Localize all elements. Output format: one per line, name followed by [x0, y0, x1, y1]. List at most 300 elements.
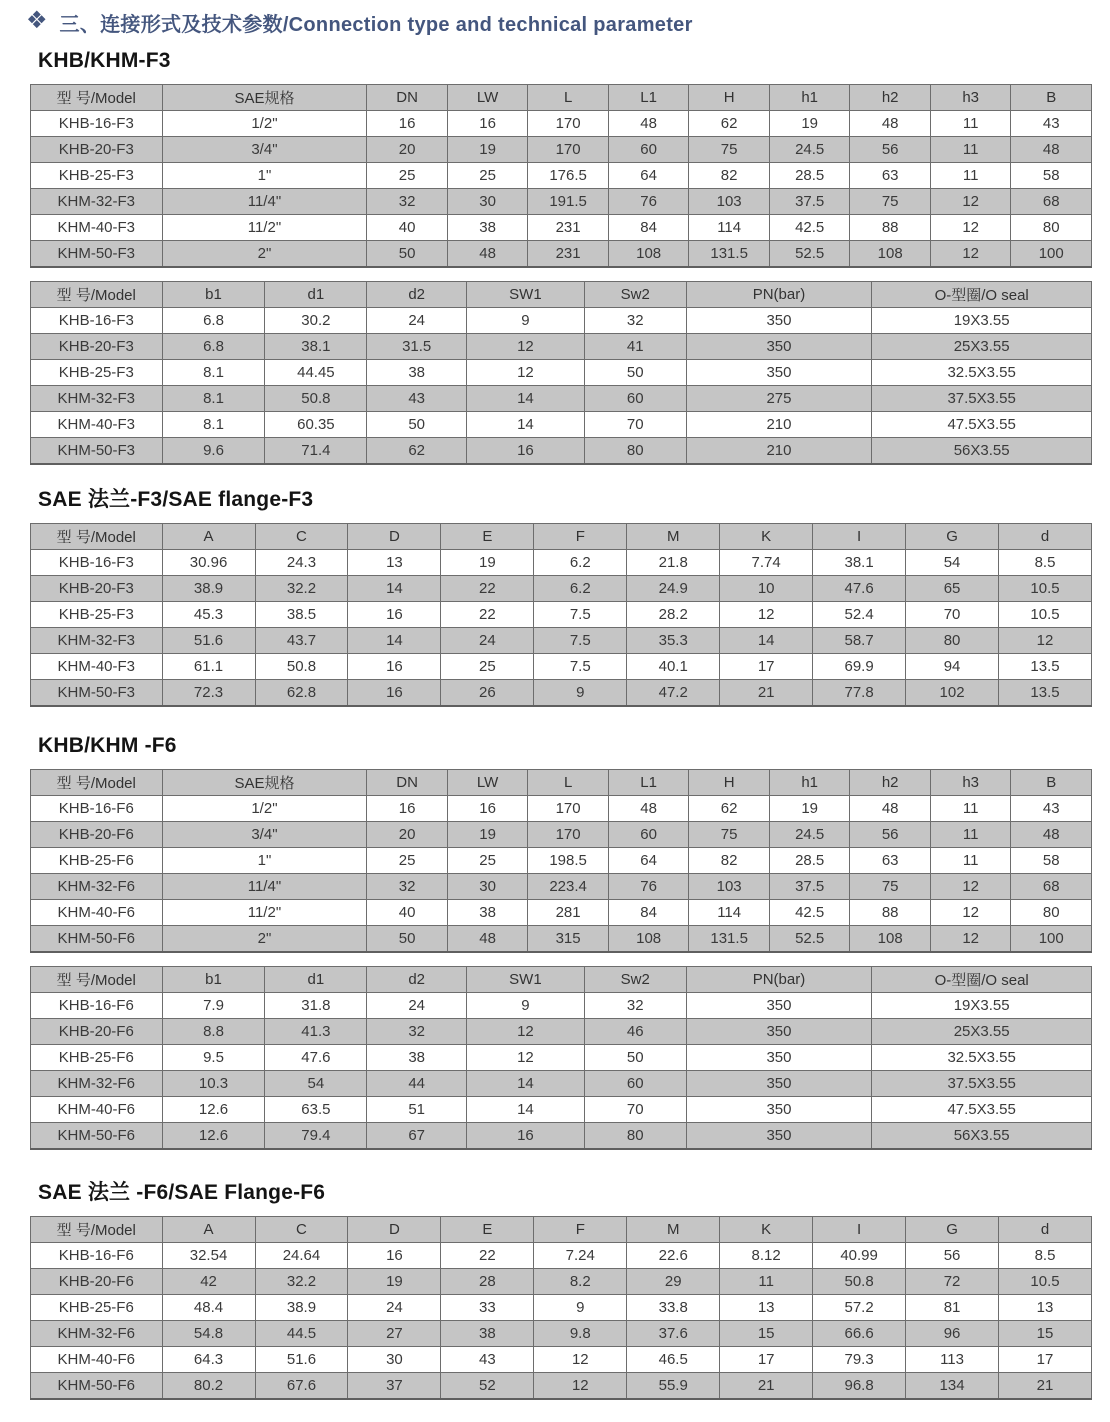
column-header: H — [689, 770, 770, 796]
value-cell: 52.4 — [813, 602, 906, 628]
table-row — [31, 576, 1092, 602]
value-cell: 70 — [584, 1097, 686, 1123]
table-row — [31, 1097, 1092, 1123]
value-cell: 37.6 — [627, 1321, 720, 1347]
column-header: h3 — [930, 770, 1011, 796]
parameter-table — [30, 523, 1092, 707]
model-cell: KHB-25-F6 — [31, 848, 163, 874]
value-cell: 79.3 — [813, 1347, 906, 1373]
column-header: h3 — [930, 85, 1011, 111]
value-cell: 37.5 — [769, 874, 850, 900]
value-cell: 6.8 — [162, 334, 265, 360]
value-cell: 24.3 — [255, 550, 348, 576]
value-cell: 40.1 — [627, 654, 720, 680]
value-cell: 72 — [906, 1269, 999, 1295]
model-cell: KHM-32-F6 — [31, 1321, 163, 1347]
value-cell: 10.3 — [162, 1071, 265, 1097]
value-cell: 81 — [906, 1295, 999, 1321]
value-cell: 25 — [367, 848, 448, 874]
column-header: A — [162, 1217, 255, 1243]
value-cell: 50 — [367, 926, 448, 953]
column-header: L1 — [608, 770, 689, 796]
value-cell: 88 — [850, 900, 931, 926]
value-cell: 32 — [584, 308, 686, 334]
value-cell: 75 — [689, 822, 770, 848]
value-cell: 48 — [1011, 822, 1092, 848]
table-row — [31, 1347, 1092, 1373]
value-cell: 12 — [467, 1019, 585, 1045]
value-cell: 28 — [441, 1269, 534, 1295]
value-cell: 281 — [528, 900, 609, 926]
table-row — [31, 163, 1092, 189]
value-cell: 47.5X3.55 — [872, 412, 1092, 438]
header-row — [31, 1217, 1092, 1243]
value-cell: 10.5 — [999, 602, 1092, 628]
value-cell: 19 — [769, 796, 850, 822]
value-cell: 40 — [367, 900, 448, 926]
value-cell: 48 — [1011, 137, 1092, 163]
value-cell: 21 — [999, 1373, 1092, 1400]
value-cell: 37.5X3.55 — [872, 1071, 1092, 1097]
value-cell: 88 — [850, 215, 931, 241]
table-row — [31, 796, 1092, 822]
column-header: PN(bar) — [686, 282, 872, 308]
column-header: LW — [447, 770, 528, 796]
value-cell: 19 — [769, 111, 850, 137]
value-cell: 64.3 — [162, 1347, 255, 1373]
table-row — [31, 1295, 1092, 1321]
value-cell: 25 — [447, 848, 528, 874]
value-cell: 44 — [367, 1071, 467, 1097]
column-header: SAE规格 — [162, 770, 367, 796]
value-cell: 231 — [528, 241, 609, 268]
model-cell: KHM-50-F6 — [31, 1123, 163, 1150]
model-cell: KHM-32-F6 — [31, 1071, 163, 1097]
value-cell: 16 — [348, 602, 441, 628]
value-cell: 37.5X3.55 — [872, 386, 1092, 412]
model-cell: KHM-40-F6 — [31, 1347, 163, 1373]
value-cell: 64 — [608, 848, 689, 874]
value-cell: 24.64 — [255, 1243, 348, 1269]
table-row — [31, 334, 1092, 360]
column-header: d2 — [367, 282, 467, 308]
value-cell: 44.5 — [255, 1321, 348, 1347]
value-cell: 350 — [686, 308, 872, 334]
column-header: M — [627, 1217, 720, 1243]
value-cell: 19 — [348, 1269, 441, 1295]
value-cell: 12 — [930, 874, 1011, 900]
table-row — [31, 189, 1092, 215]
value-cell: 8.1 — [162, 360, 265, 386]
header-row — [31, 282, 1092, 308]
value-cell: 77.8 — [813, 680, 906, 707]
value-cell: 176.5 — [528, 163, 609, 189]
model-cell: KHB-25-F6 — [31, 1045, 163, 1071]
value-cell: 16 — [367, 111, 448, 137]
value-cell: 24 — [441, 628, 534, 654]
table-row — [31, 822, 1092, 848]
value-cell: 47.6 — [813, 576, 906, 602]
value-cell: 76 — [608, 189, 689, 215]
value-cell: 11 — [720, 1269, 813, 1295]
value-cell: 66.6 — [813, 1321, 906, 1347]
value-cell: 75 — [850, 189, 931, 215]
model-cell: KHB-25-F3 — [31, 163, 163, 189]
value-cell: 15 — [999, 1321, 1092, 1347]
value-cell: 108 — [850, 926, 931, 953]
value-cell: 37.5 — [769, 189, 850, 215]
value-cell: 22 — [441, 602, 534, 628]
value-cell: 28.5 — [769, 848, 850, 874]
value-cell: 33 — [441, 1295, 534, 1321]
value-cell: 350 — [686, 1123, 872, 1150]
document-title-row — [14, 6, 1094, 38]
model-cell: KHM-50-F6 — [31, 1373, 163, 1400]
header-row — [31, 967, 1092, 993]
value-cell: 56X3.55 — [872, 438, 1092, 465]
value-cell: 25 — [441, 654, 534, 680]
column-header: b1 — [162, 282, 265, 308]
column-header: 型 号/Model — [31, 524, 163, 550]
value-cell: 38 — [367, 1045, 467, 1071]
header-row — [31, 524, 1092, 550]
table-row — [31, 1373, 1092, 1400]
value-cell: 65 — [906, 576, 999, 602]
value-cell: 11/2" — [162, 900, 367, 926]
value-cell: 16 — [467, 438, 585, 465]
parameter-table — [30, 1216, 1092, 1400]
value-cell: 43 — [367, 386, 467, 412]
value-cell: 11 — [930, 163, 1011, 189]
value-cell: 13 — [720, 1295, 813, 1321]
value-cell: 48 — [447, 926, 528, 953]
value-cell: 32.5X3.55 — [872, 360, 1092, 386]
value-cell: 42.5 — [769, 215, 850, 241]
value-cell: 21.8 — [627, 550, 720, 576]
table-row — [31, 848, 1092, 874]
four-diamond-icon: ❖ — [26, 7, 48, 34]
value-cell: 70 — [584, 412, 686, 438]
value-cell: 80 — [584, 1123, 686, 1150]
value-cell: 41.3 — [265, 1019, 367, 1045]
column-header: SW1 — [467, 967, 585, 993]
value-cell: 63 — [850, 163, 931, 189]
column-header: M — [627, 524, 720, 550]
value-cell: 60 — [608, 137, 689, 163]
value-cell: 14 — [720, 628, 813, 654]
value-cell: 7.5 — [534, 602, 627, 628]
model-cell: KHM-50-F3 — [31, 241, 163, 268]
value-cell: 12 — [930, 241, 1011, 268]
table-row — [31, 215, 1092, 241]
column-header: Sw2 — [584, 967, 686, 993]
value-cell: 12 — [720, 602, 813, 628]
value-cell: 10 — [720, 576, 813, 602]
value-cell: 170 — [528, 796, 609, 822]
value-cell: 7.74 — [720, 550, 813, 576]
model-cell: KHM-32-F3 — [31, 386, 163, 412]
value-cell: 114 — [689, 215, 770, 241]
value-cell: 28.5 — [769, 163, 850, 189]
value-cell: 54 — [265, 1071, 367, 1097]
value-cell: 58 — [1011, 848, 1092, 874]
value-cell: 47.2 — [627, 680, 720, 707]
value-cell: 14 — [467, 386, 585, 412]
value-cell: 25 — [447, 163, 528, 189]
column-header: h2 — [850, 85, 931, 111]
column-header: L1 — [608, 85, 689, 111]
value-cell: 30.96 — [162, 550, 255, 576]
table-row — [31, 993, 1092, 1019]
value-cell: 6.2 — [534, 576, 627, 602]
value-cell: 9 — [467, 993, 585, 1019]
value-cell: 1/2" — [162, 111, 367, 137]
value-cell: 32.5X3.55 — [872, 1045, 1092, 1071]
value-cell: 17 — [720, 654, 813, 680]
value-cell: 47.6 — [265, 1045, 367, 1071]
value-cell: 12 — [534, 1373, 627, 1400]
value-cell: 1" — [162, 848, 367, 874]
value-cell: 191.5 — [528, 189, 609, 215]
value-cell: 350 — [686, 1019, 872, 1045]
value-cell: 50 — [584, 360, 686, 386]
header-row — [31, 770, 1092, 796]
value-cell: 68 — [1011, 874, 1092, 900]
value-cell: 13 — [999, 1295, 1092, 1321]
value-cell: 46.5 — [627, 1347, 720, 1373]
table-row — [31, 1019, 1092, 1045]
value-cell: 80 — [1011, 900, 1092, 926]
value-cell: 21 — [720, 1373, 813, 1400]
value-cell: 11/4" — [162, 874, 367, 900]
model-cell: KHB-20-F6 — [31, 1269, 163, 1295]
value-cell: 61.1 — [162, 654, 255, 680]
column-header: Sw2 — [584, 282, 686, 308]
column-header: A — [162, 524, 255, 550]
page-title: 三、连接形式及技术参数/Connection type and technical parameter — [59, 13, 693, 36]
parameter-table — [30, 281, 1092, 465]
value-cell: 3/4" — [162, 137, 367, 163]
value-cell: 30.2 — [265, 308, 367, 334]
value-cell: 27 — [348, 1321, 441, 1347]
value-cell: 350 — [686, 360, 872, 386]
table-row — [31, 680, 1092, 707]
table-row — [31, 111, 1092, 137]
value-cell: 42.5 — [769, 900, 850, 926]
column-header: d — [999, 1217, 1092, 1243]
value-cell: 10.5 — [999, 576, 1092, 602]
column-header: h1 — [769, 770, 850, 796]
value-cell: 51.6 — [162, 628, 255, 654]
value-cell: 13 — [348, 550, 441, 576]
value-cell: 30 — [447, 189, 528, 215]
model-cell: KHM-50-F6 — [31, 926, 163, 953]
value-cell: 71.4 — [265, 438, 367, 465]
model-cell: KHM-40-F3 — [31, 412, 163, 438]
value-cell: 7.5 — [534, 654, 627, 680]
value-cell: 37 — [348, 1373, 441, 1400]
value-cell: 8.1 — [162, 412, 265, 438]
value-cell: 12 — [999, 628, 1092, 654]
value-cell: 62 — [367, 438, 467, 465]
value-cell: 40 — [367, 215, 448, 241]
value-cell: 52.5 — [769, 241, 850, 268]
column-header: SW1 — [467, 282, 585, 308]
value-cell: 134 — [906, 1373, 999, 1400]
value-cell: 45.3 — [162, 602, 255, 628]
column-header: 型 号/Model — [31, 85, 163, 111]
column-header: C — [255, 524, 348, 550]
column-header: d1 — [265, 282, 367, 308]
table-row — [31, 438, 1092, 465]
value-cell: 48.4 — [162, 1295, 255, 1321]
value-cell: 43.7 — [255, 628, 348, 654]
value-cell: 10.5 — [999, 1269, 1092, 1295]
value-cell: 9.8 — [534, 1321, 627, 1347]
value-cell: 32 — [584, 993, 686, 1019]
value-cell: 19X3.55 — [872, 993, 1092, 1019]
value-cell: 80 — [584, 438, 686, 465]
table-row — [31, 1243, 1092, 1269]
value-cell: 100 — [1011, 241, 1092, 268]
value-cell: 350 — [686, 1071, 872, 1097]
column-header: 型 号/Model — [31, 1217, 163, 1243]
column-header: K — [720, 1217, 813, 1243]
value-cell: 9 — [467, 308, 585, 334]
column-header: LW — [447, 85, 528, 111]
table-row — [31, 1269, 1092, 1295]
section-heading: KHB/KHM-F3 — [38, 49, 171, 72]
value-cell: 50.8 — [255, 654, 348, 680]
column-header: h2 — [850, 770, 931, 796]
value-cell: 14 — [467, 412, 585, 438]
value-cell: 64 — [608, 163, 689, 189]
header-row — [31, 85, 1092, 111]
value-cell: 275 — [686, 386, 872, 412]
value-cell: 24 — [367, 993, 467, 1019]
value-cell: 170 — [528, 137, 609, 163]
table-row — [31, 628, 1092, 654]
value-cell: 8.8 — [162, 1019, 265, 1045]
model-cell: KHB-20-F6 — [31, 1019, 163, 1045]
value-cell: 25X3.55 — [872, 1019, 1092, 1045]
model-cell: KHB-20-F3 — [31, 334, 163, 360]
value-cell: 43 — [1011, 111, 1092, 137]
column-header: B — [1011, 85, 1092, 111]
value-cell: 67 — [367, 1123, 467, 1150]
value-cell: 42 — [162, 1269, 255, 1295]
value-cell: 80 — [1011, 215, 1092, 241]
table-row — [31, 926, 1092, 953]
value-cell: 26 — [441, 680, 534, 707]
value-cell: 60 — [584, 1071, 686, 1097]
value-cell: 9 — [534, 680, 627, 707]
value-cell: 32 — [367, 1019, 467, 1045]
table-row — [31, 137, 1092, 163]
model-cell: KHB-16-F3 — [31, 308, 163, 334]
value-cell: 11/2" — [162, 215, 367, 241]
value-cell: 55.9 — [627, 1373, 720, 1400]
value-cell: 113 — [906, 1347, 999, 1373]
model-cell: KHB-20-F3 — [31, 137, 163, 163]
value-cell: 70 — [906, 602, 999, 628]
value-cell: 14 — [467, 1097, 585, 1123]
table-row — [31, 241, 1092, 268]
value-cell: 12 — [930, 926, 1011, 953]
value-cell: 84 — [608, 900, 689, 926]
model-cell: KHM-32-F3 — [31, 189, 163, 215]
column-header: G — [906, 1217, 999, 1243]
value-cell: 11 — [930, 796, 1011, 822]
value-cell: 103 — [689, 874, 770, 900]
value-cell: 350 — [686, 334, 872, 360]
value-cell: 16 — [348, 1243, 441, 1269]
value-cell: 14 — [467, 1071, 585, 1097]
model-cell: KHB-25-F3 — [31, 360, 163, 386]
value-cell: 210 — [686, 438, 872, 465]
value-cell: 114 — [689, 900, 770, 926]
value-cell: 19 — [447, 137, 528, 163]
value-cell: 8.2 — [534, 1269, 627, 1295]
value-cell: 32.2 — [255, 576, 348, 602]
value-cell: 25X3.55 — [872, 334, 1092, 360]
value-cell: 79.4 — [265, 1123, 367, 1150]
model-cell: KHM-50-F3 — [31, 680, 163, 707]
table-row — [31, 602, 1092, 628]
value-cell: 38 — [367, 360, 467, 386]
model-cell: KHM-40-F3 — [31, 654, 163, 680]
value-cell: 63.5 — [265, 1097, 367, 1123]
table-row — [31, 412, 1092, 438]
model-cell: KHB-16-F3 — [31, 550, 163, 576]
value-cell: 60 — [584, 386, 686, 412]
value-cell: 43 — [441, 1347, 534, 1373]
value-cell: 22.6 — [627, 1243, 720, 1269]
value-cell: 24.5 — [769, 137, 850, 163]
table-row — [31, 550, 1092, 576]
model-cell: KHB-16-F3 — [31, 111, 163, 137]
column-header: I — [813, 1217, 906, 1243]
value-cell: 96.8 — [813, 1373, 906, 1400]
value-cell: 9.5 — [162, 1045, 265, 1071]
column-header: b1 — [162, 967, 265, 993]
value-cell: 48 — [850, 796, 931, 822]
value-cell: 8.5 — [999, 550, 1092, 576]
table-row — [31, 654, 1092, 680]
value-cell: 12 — [467, 360, 585, 386]
value-cell: 50.8 — [265, 386, 367, 412]
value-cell: 9 — [534, 1295, 627, 1321]
column-header: d — [999, 524, 1092, 550]
value-cell: 54.8 — [162, 1321, 255, 1347]
value-cell: 11/4" — [162, 189, 367, 215]
value-cell: 108 — [608, 241, 689, 268]
sections-container — [30, 47, 1094, 1400]
value-cell: 22 — [441, 1243, 534, 1269]
model-cell: KHM-50-F3 — [31, 438, 163, 465]
value-cell: 170 — [528, 111, 609, 137]
column-header: D — [348, 1217, 441, 1243]
value-cell: 56 — [906, 1243, 999, 1269]
column-header: d1 — [265, 967, 367, 993]
table-row — [31, 1071, 1092, 1097]
value-cell: 62.8 — [255, 680, 348, 707]
column-header: 型 号/Model — [31, 967, 163, 993]
value-cell: 80.2 — [162, 1373, 255, 1400]
value-cell: 50.8 — [813, 1269, 906, 1295]
value-cell: 72.3 — [162, 680, 255, 707]
value-cell: 350 — [686, 1045, 872, 1071]
